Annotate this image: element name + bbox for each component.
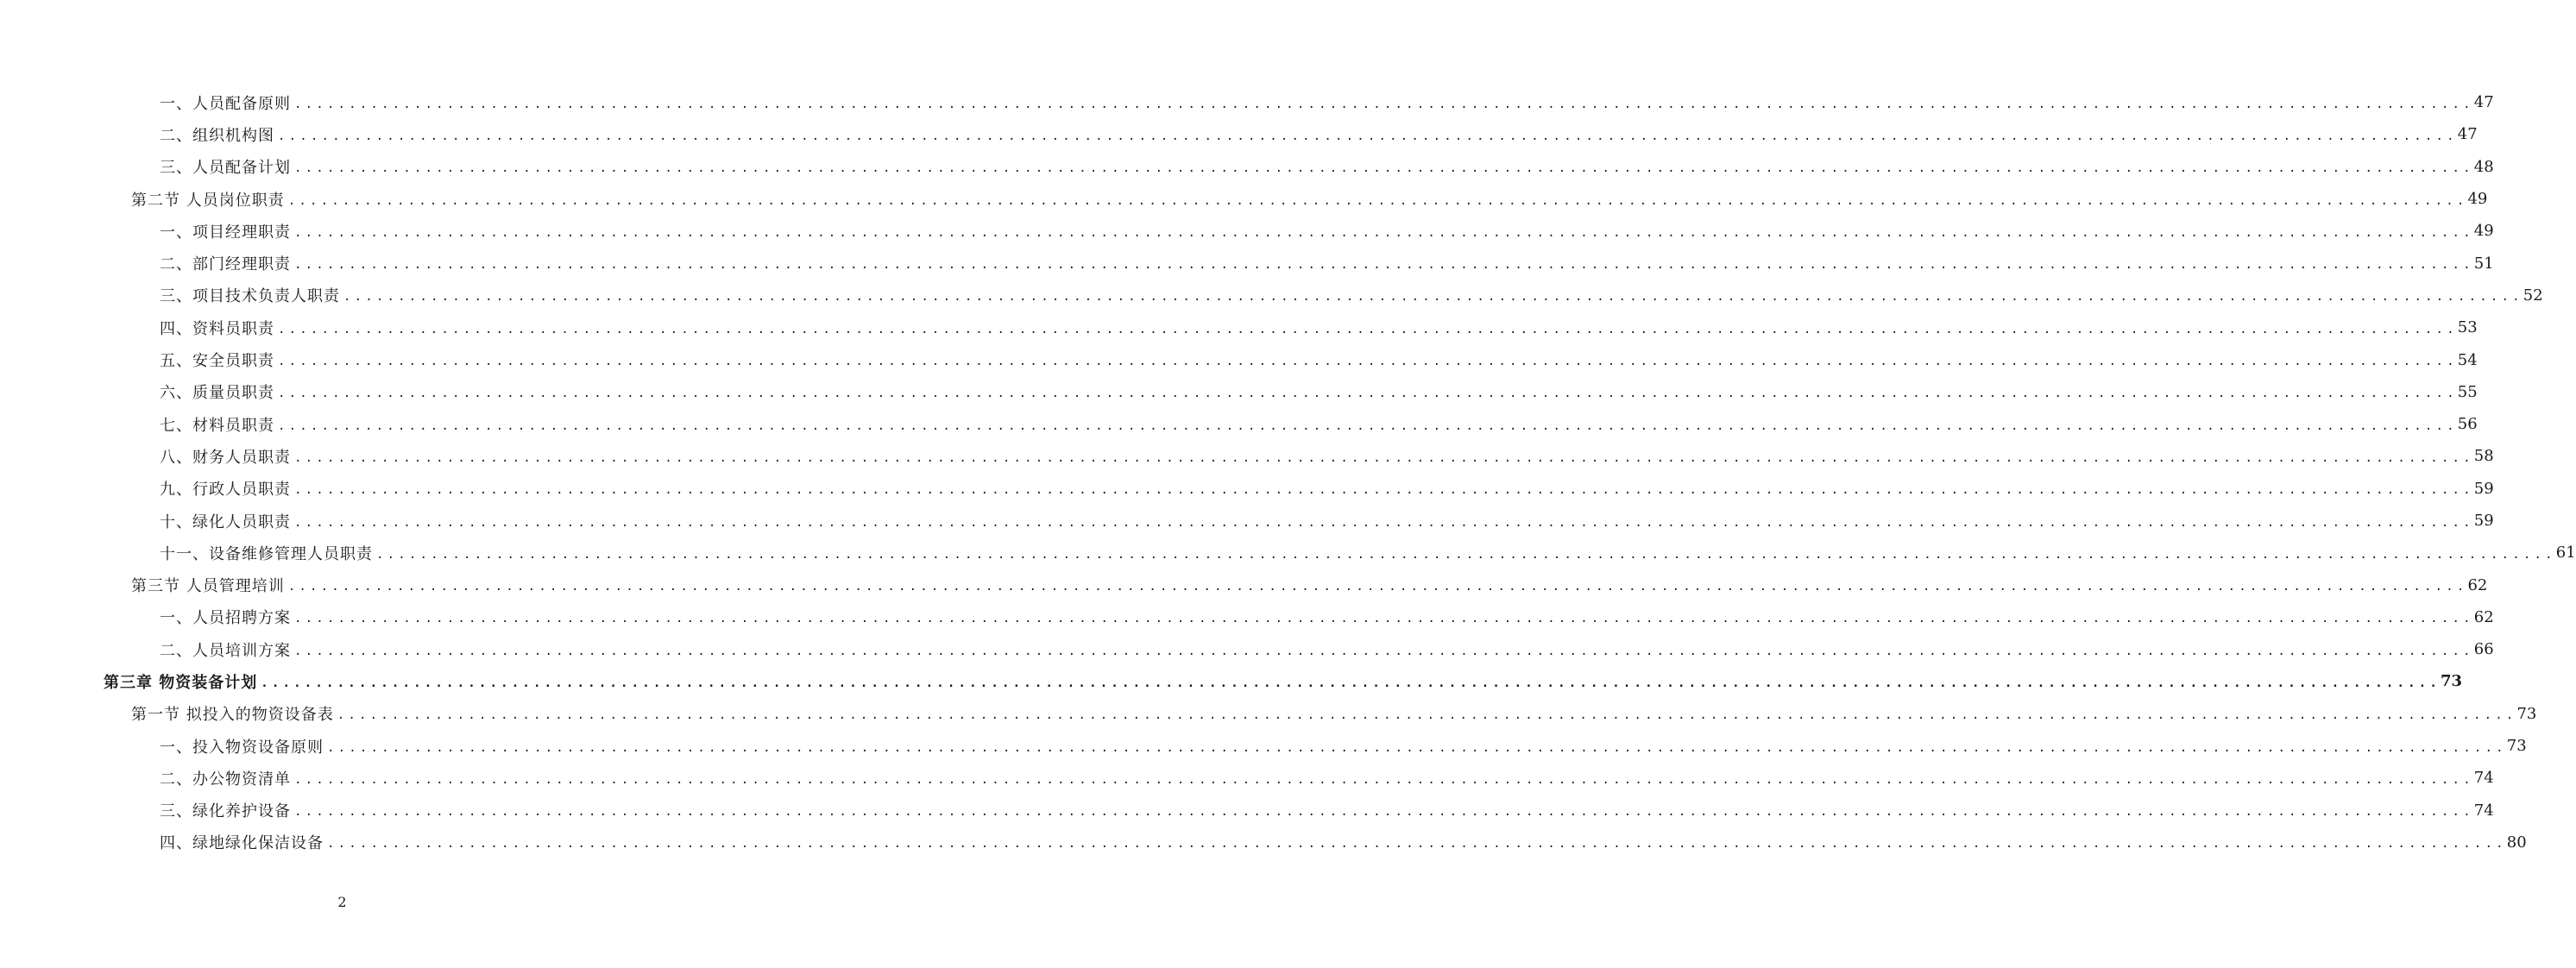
toc-entry-page: 61 [2555,544,2576,563]
toc-entry-item[interactable] [0,473,2494,505]
toc-entry-item[interactable] [0,311,2478,343]
toc-entry-page: 62 [2473,607,2494,626]
toc-entry-item[interactable] [0,343,2478,375]
dot-leader: ........................................................................................................................................................................................................ [278,387,2458,401]
toc-entry-item[interactable] [0,537,2576,569]
toc-entry-item[interactable] [0,118,2478,150]
toc-entry-item[interactable] [0,280,2543,311]
toc-entry-label: 四、资料员职责 [160,317,278,339]
dot-leader: ........................................................................................................................................................................................................ [294,772,2474,787]
toc-entry-section[interactable] [0,698,2537,730]
toc-entry-label: 三、人员配备计划 [160,155,294,178]
dot-leader: ........................................................................................................................................................................................................ [294,258,2474,273]
toc-entry-label: 二、部门经理职责 [160,252,294,274]
toc-entry-page: 53 [2457,318,2478,337]
toc-entry-section[interactable] [0,569,2488,600]
toc-entry-item[interactable] [0,376,2478,408]
toc-entry-item[interactable] [0,86,2494,118]
toc-entry-item[interactable] [0,601,2494,633]
dot-leader: ........................................................................................................................................................................................................ [261,676,2441,690]
dot-leader: ........................................................................................................................................................................................................ [294,225,2474,240]
toc-entry-page: 49 [2473,222,2494,241]
dot-leader: ........................................................................................................................................................................................................ [278,418,2458,433]
toc-entry-page: 59 [2473,512,2494,530]
dot-leader: ........................................................................................................................................................................................................ [294,644,2474,658]
dot-leader: ........................................................................................................................................................................................................ [278,129,2458,143]
dot-leader: ........................................................................................................................................................................................................ [294,450,2474,465]
dot-leader: ........................................................................................................................................................................................................ [278,322,2458,336]
dot-leader: ........................................................................................................................................................................................................ [327,837,2507,852]
toc-entry-item[interactable] [0,827,2527,858]
dot-leader: ........................................................................................................................................................................................................ [287,193,2468,208]
dot-leader: ........................................................................................................................................................................................................ [376,547,2556,562]
toc-entry-page: 74 [2473,801,2494,820]
toc-entry-label: 十一、设备维修管理人员职责 [160,542,376,564]
dot-leader: ........................................................................................................................................................................................................ [278,355,2458,369]
toc-entry-label: 第二节 人员岗位职责 [131,188,288,211]
toc-entry-label: 第一节 拟投入的物资设备表 [131,702,337,725]
toc-entry-label: 十、绿化人员职责 [160,510,294,532]
toc-entry-chapter[interactable] [0,665,2463,697]
toc-entry-page: 62 [2467,575,2488,594]
toc-entry-page: 74 [2473,769,2494,788]
toc-entry-page: 54 [2457,350,2478,369]
toc-entry-page: 80 [2506,833,2527,852]
toc-entry-page: 73 [2516,704,2537,723]
toc-entry-label: 三、项目技术负责人职责 [160,284,343,306]
toc-entry-page: 73 [2506,737,2527,756]
dot-leader: ........................................................................................................................................................................................................ [294,161,2474,176]
toc-entry-label: 第三节 人员管理培训 [131,574,288,596]
dot-leader: ........................................................................................................................................................................................................ [294,97,2474,111]
toc-entry-item[interactable] [0,215,2494,247]
dot-leader: ........................................................................................................................................................................................................ [287,580,2468,594]
toc-entry-label: 七、材料员职责 [160,413,278,436]
dot-leader: ........................................................................................................................................................................................................ [294,515,2474,530]
toc-entry-label: 二、人员培训方案 [160,638,294,661]
toc-entry-item[interactable] [0,505,2494,537]
toc-entry-item[interactable] [0,440,2494,472]
toc-entry-page: 52 [2522,286,2543,305]
toc-entry-item[interactable] [0,730,2527,762]
dot-leader: ........................................................................................................................................................................................................ [337,708,2517,723]
page-number: 2 [337,894,347,910]
toc-entry-label: 三、绿化养护设备 [160,799,294,821]
toc-entry-label: 一、投入物资设备原则 [160,735,327,757]
dot-leader: ........................................................................................................................................................................................................ [294,612,2474,626]
toc-entry-page: 47 [2457,125,2478,144]
toc-entry-label: 九、行政人员职责 [160,477,294,500]
toc-entry-page: 59 [2473,479,2494,498]
toc-entry-label: 四、绿地绿化保洁设备 [160,831,327,853]
toc-entry-label: 六、质量员职责 [160,380,278,403]
toc-entry-page: 66 [2473,640,2494,659]
dot-leader: ........................................................................................................................................................................................................ [343,290,2523,305]
toc-entry-label: 五、安全员职责 [160,349,278,371]
toc-entry-item[interactable] [0,408,2478,440]
toc-entry-item[interactable] [0,151,2494,183]
toc-entry-label: 八、财务人员职责 [160,445,294,468]
toc-entry-page: 55 [2457,382,2478,401]
toc-entry-label: 一、项目经理职责 [160,220,294,242]
toc-entry-page: 48 [2473,157,2494,176]
toc-entry-section[interactable] [0,183,2488,215]
toc-entry-page: 49 [2467,190,2488,209]
toc-entry-label: 一、人员配备原则 [160,91,294,114]
toc-entry-label: 二、办公物资清单 [160,767,294,789]
toc-entry-label: 一、人员招聘方案 [160,606,294,628]
toc-entry-page: 47 [2473,93,2494,112]
toc-entry-label: 第三章 物资装备计划 [104,670,261,693]
toc-entry-item[interactable] [0,762,2494,794]
toc-entry-item[interactable] [0,633,2494,665]
toc-entry-page: 56 [2457,415,2478,434]
toc-entry-item[interactable] [0,795,2494,827]
dot-leader: ........................................................................................................................................................................................................ [294,483,2474,498]
dot-leader: ........................................................................................................................................................................................................ [294,805,2474,820]
toc-entry-page: 73 [2441,672,2463,691]
dot-leader: ........................................................................................................................................................................................................ [327,740,2507,755]
toc-entry-label: 二、组织机构图 [160,123,278,146]
table-of-contents [0,86,2576,858]
toc-entry-item[interactable] [0,247,2494,279]
toc-entry-page: 58 [2473,447,2494,466]
toc-entry-page: 51 [2473,254,2494,273]
